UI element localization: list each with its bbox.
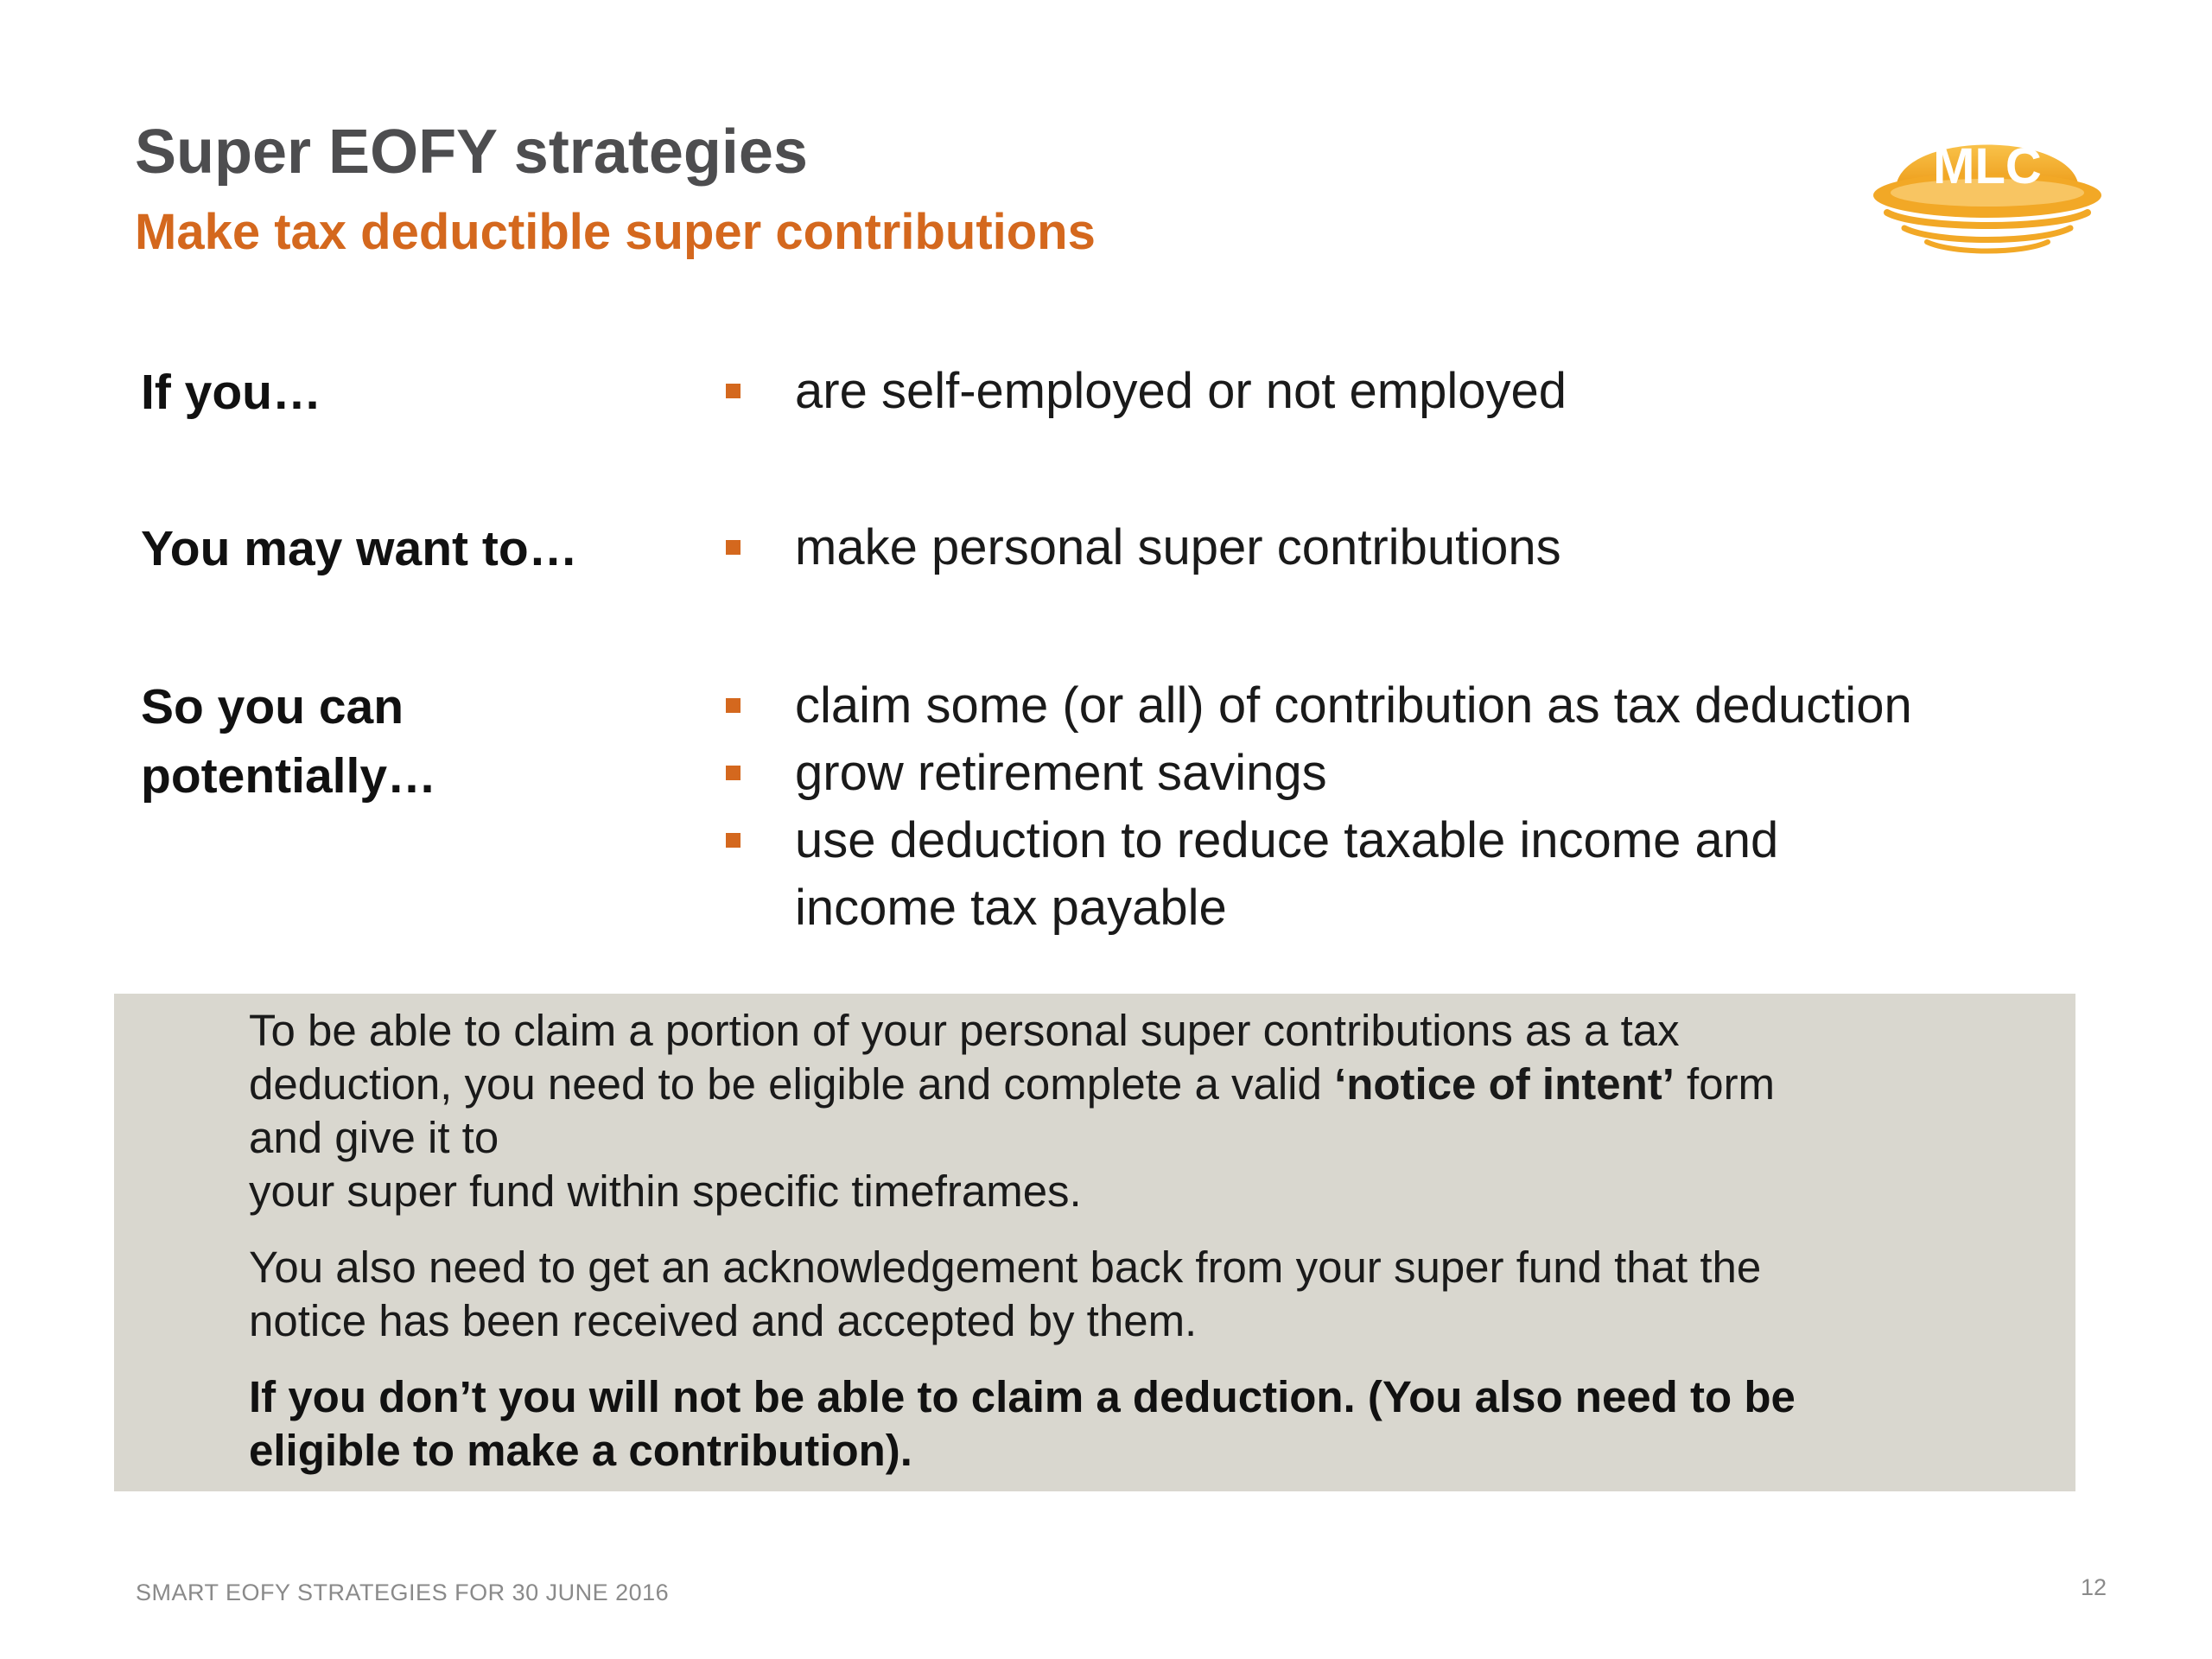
list-item: are self-employed or not employed [726,358,2074,425]
square-bullet-icon [726,540,741,555]
row-label-so-you-can-potentially: So you can potentially… [141,679,437,804]
page-number: 12 [2081,1574,2107,1600]
footer-text: SMART EOFY STRATEGIES FOR 30 JUNE 2016 [136,1580,670,1605]
square-bullet-icon [726,833,741,848]
list-item: use deduction to reduce taxable income and income tax payable [726,807,2074,942]
list-item: grow retirement savings [726,740,2074,807]
square-bullet-icon [726,384,741,398]
row-label-if-you: If you… [141,365,321,420]
list-item: claim some (or all) of contribution as tax deduction [726,672,2074,740]
mlc-logo [1866,104,2108,276]
info-paragraph-acknowledgement: You also need to get an acknowledgement back from your super fund that the notice has been received and accepted by them. [249,1243,1762,1345]
logo-text: MLC [1933,138,2042,194]
slide-subtitle: Make tax deductible super contributions [135,204,1096,260]
info-box [114,994,2075,1491]
bullet-list-you-may-want-to [726,514,2074,582]
info-paragraph-warning: If you don’t you will not be able to claim a deduction. (You also need to be eligible to make a contribution). [249,1372,1796,1475]
notice-of-intent-emphasis: ‘notice of intent’ [1334,1059,1675,1109]
square-bullet-icon [726,698,741,713]
bullet-list-so-you-can-potentially [726,672,2074,942]
list-item: make personal super contributions [726,514,2074,582]
row-label-you-may-want-to: You may want to… [141,521,578,576]
info-paragraph-notice-of-intent: To be able to claim a portion of your personal super contributions as a tax deduction, you need to be eligible and complete a valid ‘notice of intent’ form and give it to your super fund within specific timeframes. [249,1006,1776,1216]
square-bullet-icon [726,766,741,780]
bullet-list-if-you [726,358,2074,425]
mlc-logo-icon [1866,104,2108,276]
slide-title: Super EOFY strategies [135,118,808,187]
